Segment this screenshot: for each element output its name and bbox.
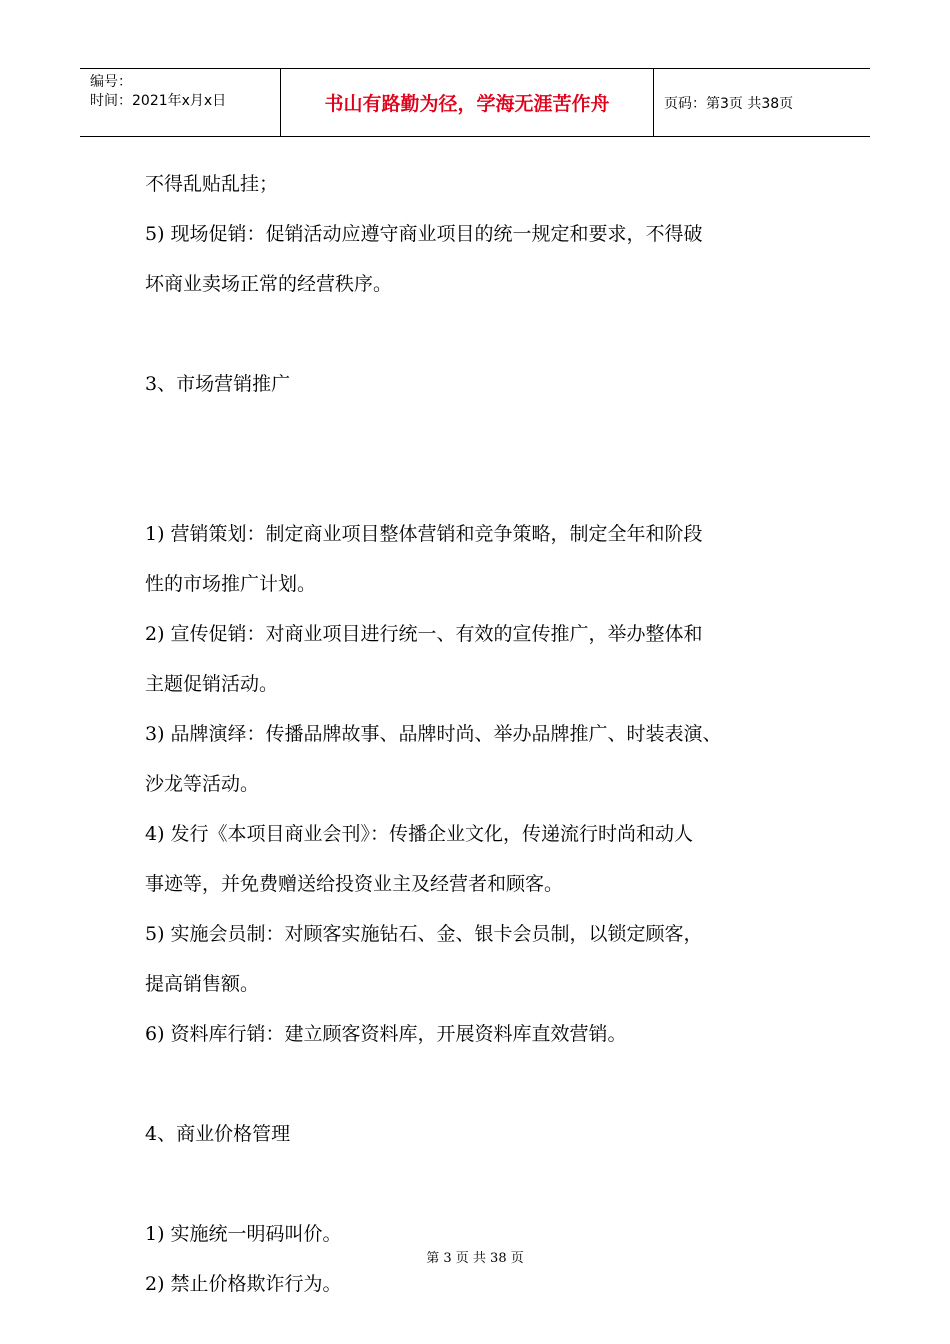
document-body xyxy=(145,164,825,1314)
blank-line xyxy=(145,1164,825,1214)
header-table xyxy=(80,68,870,137)
body-line: 提高销售额。 xyxy=(145,973,260,995)
header-motto: 书山有路勤为径，学海无涯苦作舟 xyxy=(281,69,654,136)
body-line: 2) 宣传促销：对商业项目进行统一、有效的宣传推广，举办整体和 xyxy=(145,623,703,645)
page-footer: 第 3 页 共 38 页 xyxy=(426,1251,524,1266)
body-line: 5) 现场促销：促销活动应遵守商业项目的统一规定和要求，不得破 xyxy=(145,223,703,245)
body-line: 事迹等，并免费赠送给投资业主及经营者和顾客。 xyxy=(145,873,564,895)
body-line: 5) 实施会员制：对顾客实施钻石、金、银卡会员制，以锁定顾客， xyxy=(145,923,703,945)
blank-line xyxy=(145,464,825,514)
blank-line xyxy=(145,1064,825,1114)
blank-line xyxy=(145,314,825,364)
document-time-label: 时间：2021年x月x日 xyxy=(90,93,227,109)
body-line: 6) 资料库行销：建立顾客资料库，开展资料库直效营销。 xyxy=(145,1023,627,1045)
header-page-info: 页码：第3页 共38页 xyxy=(664,95,794,112)
document-number-label: 编号： xyxy=(90,74,132,90)
section-heading: 4、商业价格管理 xyxy=(145,1123,291,1145)
body-line: 2) 禁止价格欺诈行为。 xyxy=(145,1273,342,1295)
header-meta-cell xyxy=(80,69,281,136)
body-line: 性的市场推广计划。 xyxy=(145,573,317,595)
body-line: 沙龙等活动。 xyxy=(145,773,260,795)
blank-line xyxy=(145,414,825,464)
body-line: 不得乱贴乱挂； xyxy=(145,173,279,195)
body-line: 1) 实施统一明码叫价。 xyxy=(145,1223,342,1245)
body-line: 坏商业卖场正常的经营秩序。 xyxy=(145,273,393,295)
body-line: 3) 品牌演绎：传播品牌故事、品牌时尚、举办品牌推广、时装表演、 xyxy=(145,723,722,745)
body-line: 4) 发行《本项目商业会刊》：传播企业文化，传递流行时尚和动人 xyxy=(145,823,694,845)
body-line: 1) 营销策划：制定商业项目整体营销和竞争策略，制定全年和阶段 xyxy=(145,523,703,545)
section-heading: 3、市场营销推广 xyxy=(145,373,291,395)
body-line: 主题促销活动。 xyxy=(145,673,279,695)
